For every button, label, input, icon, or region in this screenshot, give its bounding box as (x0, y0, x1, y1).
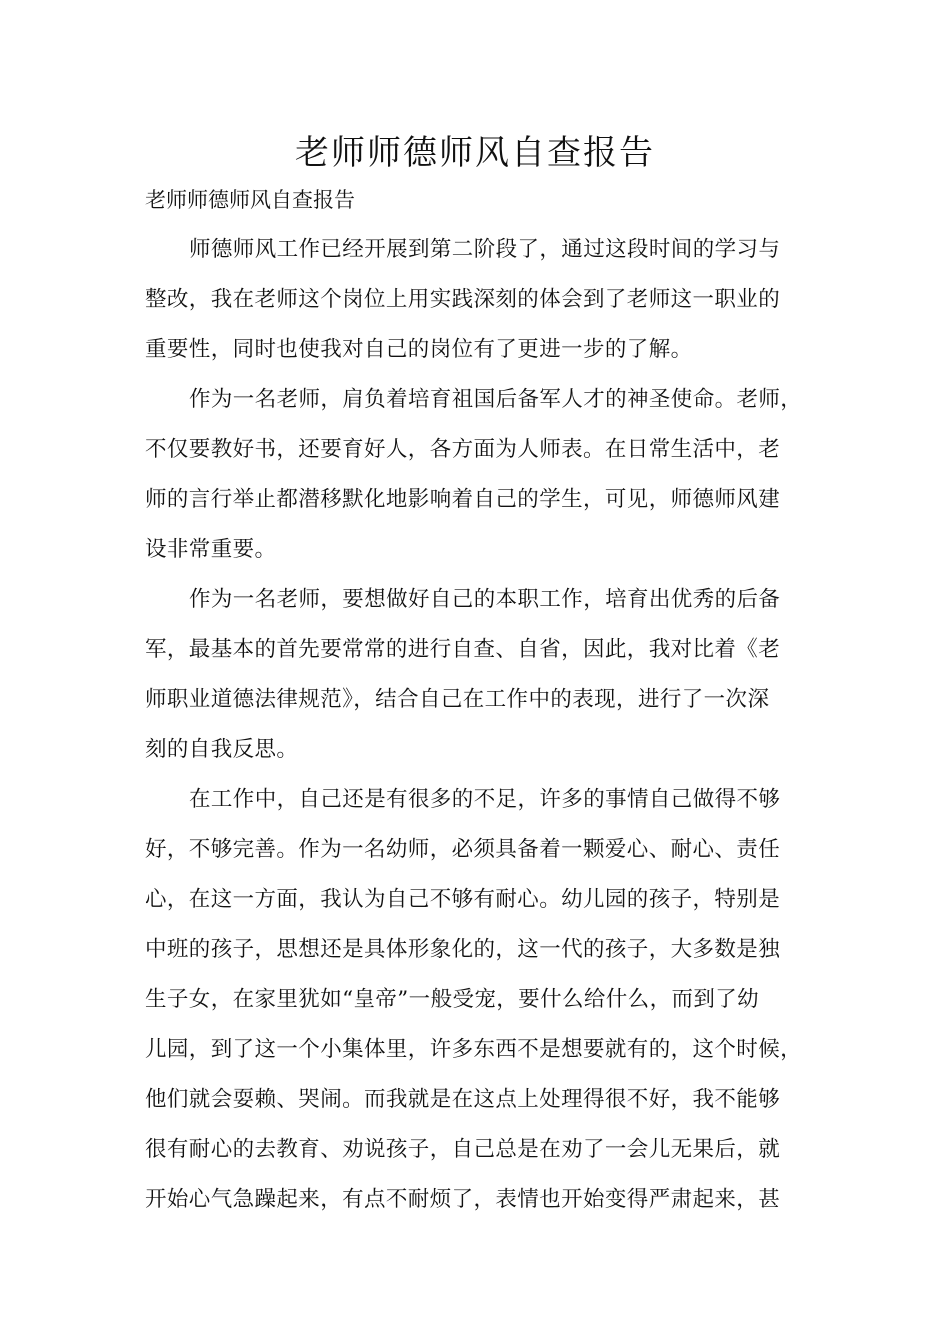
text-line: 他们就会耍赖、哭闹。而我就是在这点上处理得很不好，我不能够 (145, 1087, 781, 1112)
text-line: 很有耐心的去教育、劝说孩子，自己总是在劝了一会儿无果后，就 (145, 1137, 781, 1162)
text-line: 心，在这一方面，我认为自己不够有耐心。幼儿园的孩子，特别是 (145, 887, 781, 912)
text-line: 不仅要教好书，还要育好人，各方面为人师表。在日常生活中，老 (145, 437, 781, 462)
text-line: 师德师风工作已经开展到第二阶段了，通过这段时间的学习与 (189, 237, 781, 262)
text-line: 设非常重要。 (145, 537, 277, 562)
document-title: 老师师德师风自查报告 (295, 133, 655, 173)
text-line: 中班的孩子，思想还是具体形象化的，这一代的孩子，大多数是独 (145, 937, 781, 962)
text-line: 作为一名老师，肩负着培育祖国后备军人才的神圣使命。老师， (189, 387, 803, 412)
text-line: 整改，我在老师这个岗位上用实践深刻的体会到了老师这一职业的 (145, 287, 781, 312)
text-line: 好，不够完善。作为一名幼师，必须具备着一颗爱心、耐心、责任 (145, 837, 781, 862)
text-line: 重要性，同时也使我对自己的岗位有了更进一步的了解。 (145, 337, 693, 362)
document-subtitle: 老师师德师风自查报告 (145, 188, 355, 212)
text-line: 师的言行举止都潜移默化地影响着自己的学生，可见，师德师风建 (145, 487, 781, 512)
document-body (145, 232, 821, 1232)
text-line: 军，最基本的首先要常常的进行自查、自省，因此，我对比着《老 (145, 637, 781, 662)
text-line: 师职业道德法律规范》，结合自己在工作中的表现，进行了一次深 (145, 687, 770, 712)
text-line: 开始心气急躁起来，有点不耐烦了，表情也开始变得严肃起来，甚 (145, 1187, 781, 1212)
text-line: 生子女，在家里犹如“皇帝”一般受宠，要什么给什么，而到了幼 (145, 987, 760, 1012)
text-line: 作为一名老师，要想做好自己的本职工作，培育出优秀的后备 (189, 587, 781, 612)
text-line: 在工作中，自己还是有很多的不足，许多的事情自己做得不够 (189, 787, 781, 812)
text-line: 儿园，到了这一个小集体里，许多东西不是想要就有的，这个时候， (145, 1037, 803, 1062)
text-line: 刻的自我反思。 (145, 737, 299, 762)
